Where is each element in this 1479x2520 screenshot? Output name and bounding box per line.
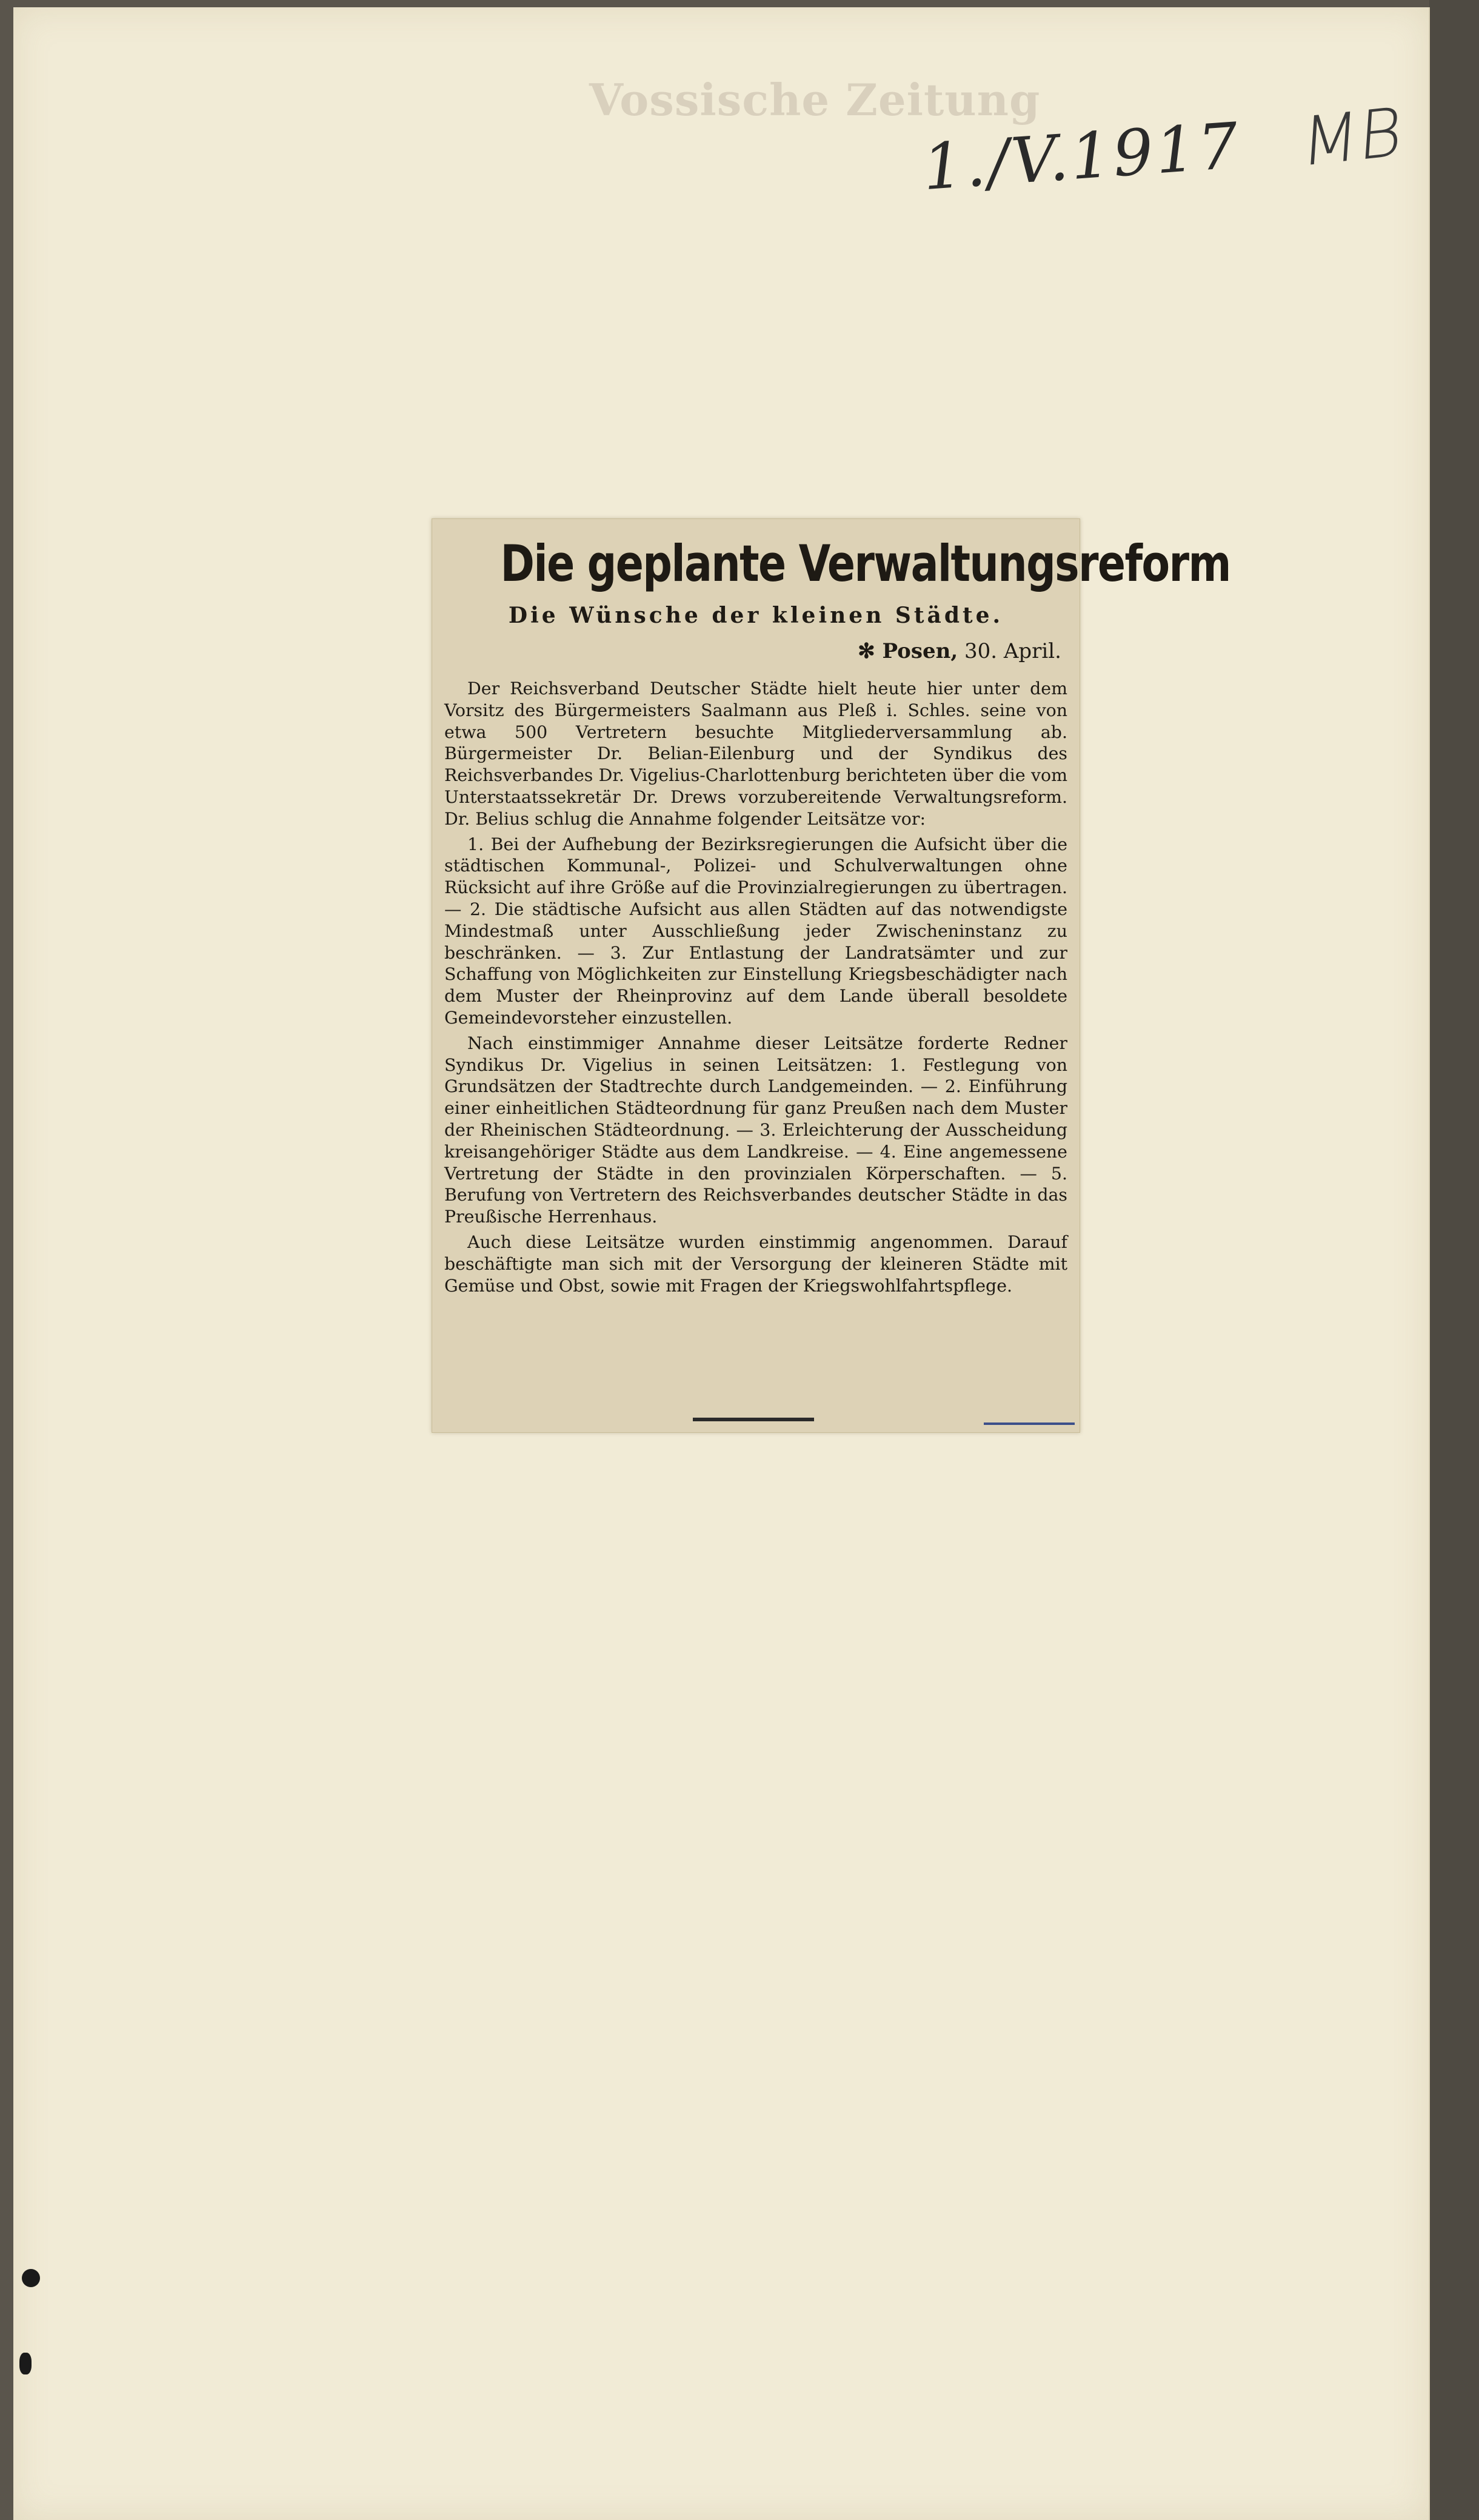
newspaper-stamp: Vossische Zeitung (589, 74, 1041, 126)
punch-hole-mark (19, 2353, 32, 2374)
article-paragraph: 1. Bei der Aufhebung der Bezirksregierungen die Aufsicht über die städtischen Kommunal-, Polizei- und Schulverwaltungen ohne Rücksicht auf ihre Größe auf die Provinzialregierungen zu übertragen. — 2. Die städtische Aufsicht aus allen Städten auf das notwendigste Mindestmaß unter Ausschließung jeder Zwischeninstanz zu beschränken. — 3. Zur Entlastung der Landratsämter und zur Schaffung von Möglichkeiten zur Einstellung Kriegsbeschädigter nach dem Muster der Rheinprovinz auf dem Lande überall besoldete Gemeindevorsteher einzustellen. (444, 834, 1067, 1028)
dateline-place: ✻ Posen, (858, 639, 958, 663)
article-paragraph: Der Reichsverband Deutscher Städte hielt heute hier unter dem Vorsitz des Bürgermeisters Saalmann aus Pleß i. Schles. seine von etwa 500 Vertretern besuchte Mitgliederversammlung ab. Bürgermeister Dr. Belian-Eilenburg und der Syndikus des Reichsverbandes Dr. Vigelius-Charlottenburg berichteten über die vom Unterstaatssekretär Dr. Drews vorzubereitende Verwaltungsreform. Dr. Belius schlug die Annahme folgender Leitsätze vor: (444, 679, 1067, 829)
handwritten-initials: MB (1298, 92, 1406, 182)
archive-sheet (13, 7, 1430, 2520)
article-headline: Die geplante Verwaltungsreform (500, 534, 1230, 593)
handwritten-date: 1./V.1917 (920, 108, 1243, 205)
end-rule (693, 1418, 814, 1421)
article-subheadline: Die Wünsche der kleinen Städte. (508, 603, 1004, 628)
scan-border-right (1429, 0, 1479, 2520)
newspaper-clipping (432, 518, 1230, 1433)
blue-pencil-mark (984, 1423, 1075, 1425)
article-paragraph: Nach einstimmiger Annahme dieser Leitsätze forderte Redner Syndikus Dr. Vigelius in seinen Leitsätzen: 1. Festlegung von Grundsätzen der Stadtrechte durch Landgemeinden. — 2. Einführung einer einheitlichen Städteordnung für ganz Preußen nach dem Muster der Rheinischen Städteordnung. — 3. Erleichterung der Ausscheidung kreisangehöriger Städte aus dem Landkreise. — 4. Eine angemessene Vertretung der Städte in den provinzialen Körperschaften. — 5. Berufung von Vertretern des Reichsverbandes deutscher Städte in das Preußische Herrenhaus. (444, 1033, 1067, 1227)
scan-border-left (0, 0, 13, 2520)
scan-border-top (0, 0, 1479, 7)
article-dateline (444, 639, 1067, 663)
dateline-date: 30. April. (964, 639, 1061, 663)
punch-hole-mark (22, 2269, 40, 2287)
article-paragraph: Auch diese Leitsätze wurden einstimmig angenommen. Darauf beschäftigte man sich mit der Versorgung der kleineren Städte mit Gemüse und Obst, sowie mit Fragen der Kriegswohlfahrtspflege. (444, 1232, 1067, 1296)
